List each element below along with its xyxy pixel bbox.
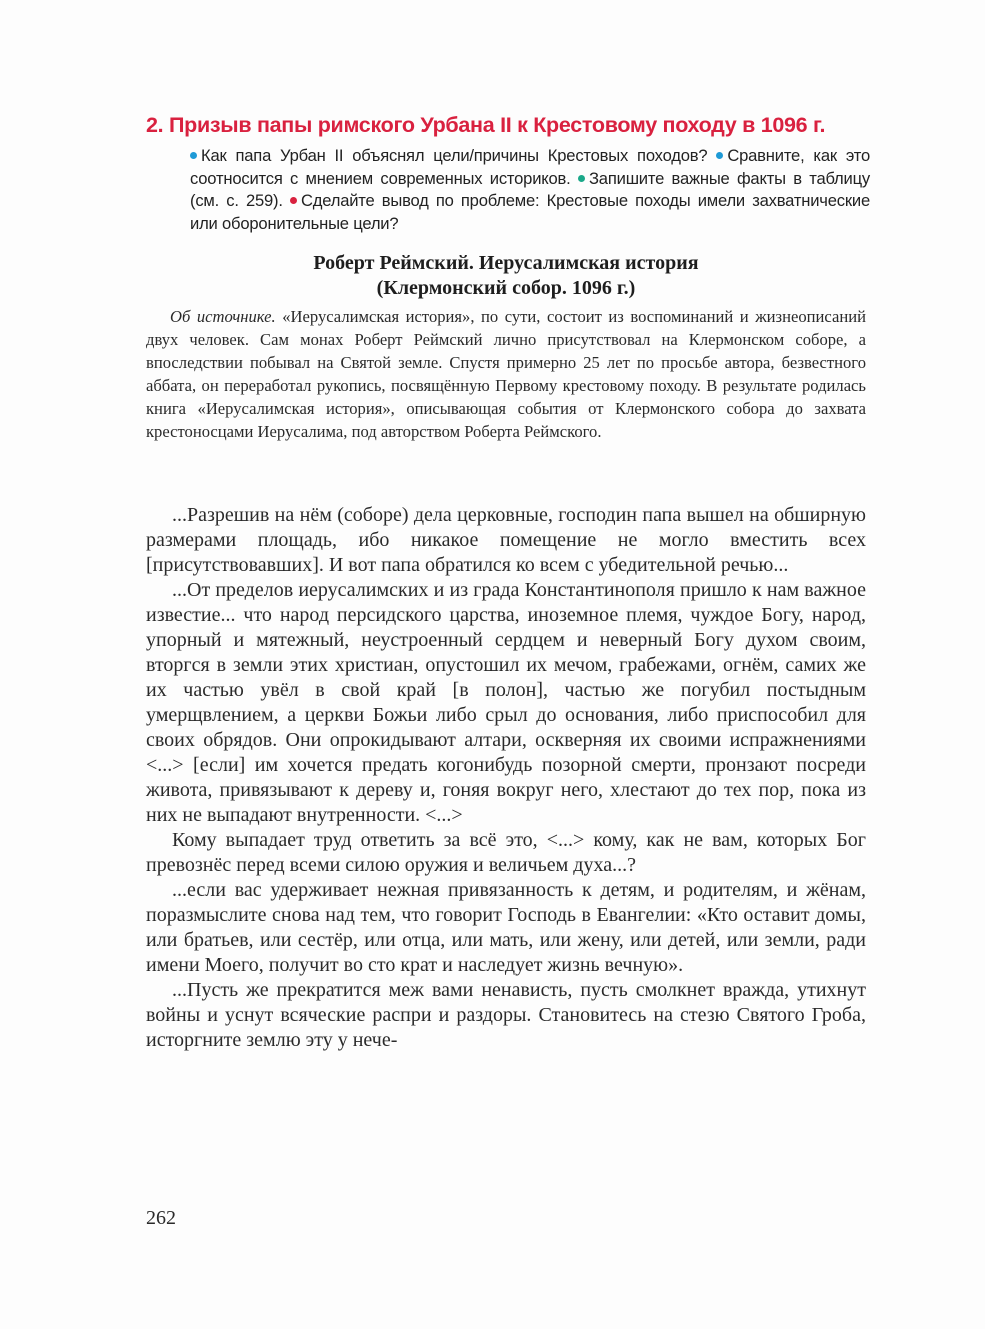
bullet-icon xyxy=(716,152,723,159)
source-title-line1: Роберт Реймский. Иерусалимская история xyxy=(313,252,699,274)
page-number: 262 xyxy=(146,1207,176,1229)
excerpt-paragraph: ...если вас удерживает нежная привязанность к детям, и родителям, и жёнам, поразмыслите снова над тем, что говорит Господь в Евангелии: «Кто оставит домы, или братьев, или сестёр, или отца, или мать, или жену, или детей, или земли, ради имени Моего, получит во сто крат и наследует жизнь вечную». xyxy=(146,879,866,976)
bullet-icon xyxy=(190,152,197,159)
excerpt-text xyxy=(146,503,866,1053)
excerpt-paragraph: ...От пределов иерусалимских и из града Константинополя пришло к нам важное известие... что народ персидского царства, иноземное племя, чуждое Богу, народ, упорный и мятежный, неустроенный сердцем и неверный Богу духом своим, вторгся в земли этих христиан, опустошил их мечом, грабежами, огнём, самих же их частью увёл в свой край [в полон], частью же погубил постыдным умерщвлением, а церкви Божьи либо срыл до основания, либо приспособил для своих обрядов. Они опрокидывают алтари, оскверняя их своими испражнениями <...> [если] им хочется предать когонибудь позорной смерти, пронзают посреди живота, привязывают к дереву и, гоняя вокруг него, хлестают до тех пор, пока из них не выпадают внутренности. <...> xyxy=(146,579,866,826)
excerpt-paragraph: ...Разрешив на нём (соборе) дела церковные, господин папа вышел на обширную размерами площадь, ибо никакое помещение не могло вместить всех [присутствовавших]. И вот папа обратился ко всем с убедительной речью... xyxy=(146,504,866,576)
source-description-lead: Об источнике. xyxy=(170,307,276,326)
task-list xyxy=(190,145,870,235)
source-title-line2: (Клермонский собор. 1096 г.) xyxy=(376,277,636,299)
source-title xyxy=(146,251,866,301)
section-heading: 2. Призыв папы римского Урбана II к Крестовому походу в 1096 г. xyxy=(146,113,826,137)
source-description xyxy=(146,305,866,443)
task-item: Запишите важные факты в таблицу (см. с. 259). xyxy=(190,168,871,210)
task-item: Как папа Урбан II объяснял цели/причины Крестовых походов? xyxy=(190,146,716,165)
bullet-icon xyxy=(578,175,585,182)
task-item: Сравните, как это соотносится с мнением современных историков. xyxy=(190,146,870,188)
task-item: Сделайте вывод по проблеме: Крестовые походы имели захватнические или оборонительные цели? xyxy=(190,191,870,233)
bullet-icon xyxy=(290,197,297,204)
excerpt-paragraph: Кому выпадает труд ответить за всё это, <...> кому, как не вам, которых Бог превознёс перед всеми силою оружия и величьем духа...? xyxy=(146,829,866,876)
source-description-text: «Иерусалимская история», по сути, состоит из воспоминаний и жизнеописаний двух человек. Сам монах Роберт Реймский лично присутствовал на Клермонском соборе, а впоследствии побывал на Святой земле. Спустя примерно 25 лет по просьбе автора, безвестного аббата, он переработал рукопись, посвящённую Первому крестовому походу. В результате родилась книга «Иерусалимская история», описывающая события от Клермонского собора до захвата крестоносцами Иерусалима, под авторством Роберта Реймского. xyxy=(146,307,866,441)
excerpt-paragraph: ...Пусть же прекратится меж вами ненависть, пусть смолкнет вражда, утихнут войны и уснут всяческие распри и раздоры. Становитесь на стезю Святого Гроба, исторгните землю эту у нече- xyxy=(146,979,866,1051)
